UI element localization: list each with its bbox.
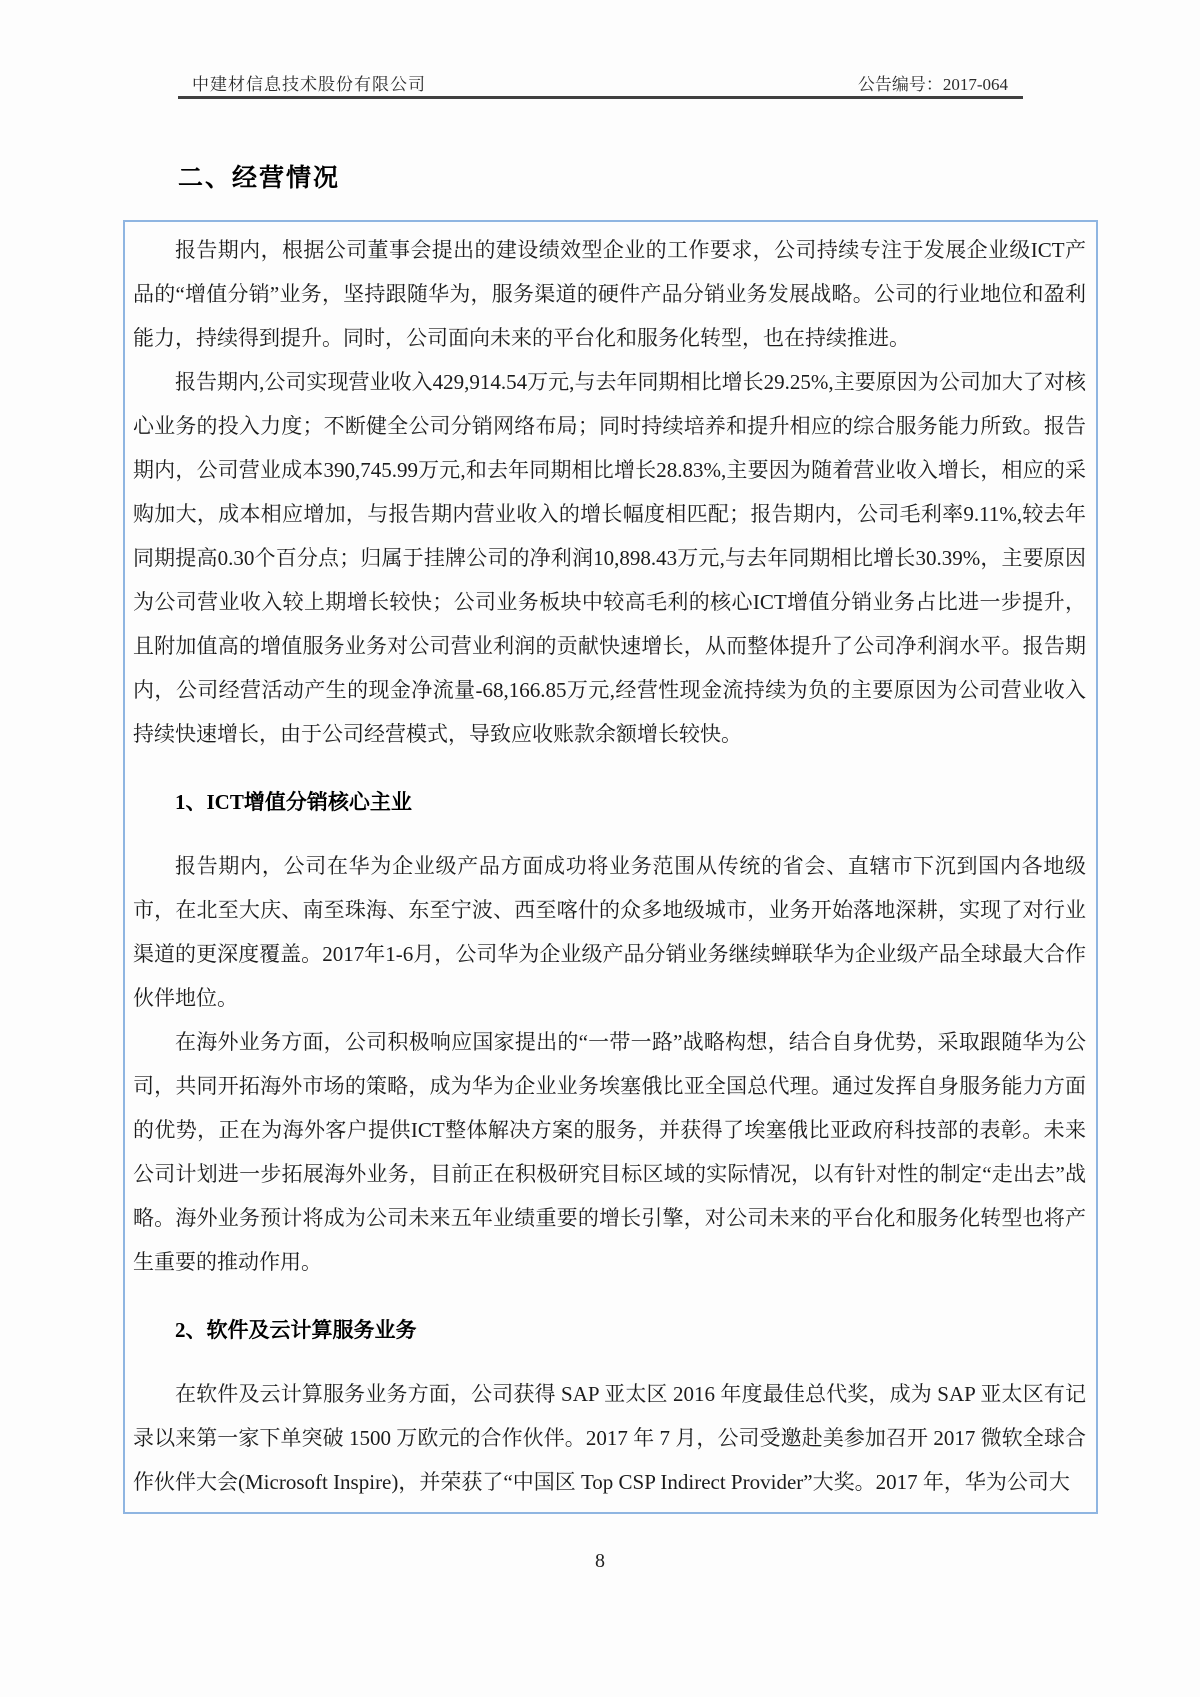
content-border-box	[123, 220, 1098, 1514]
subsection-heading-software-cloud: 2、软件及云计算服务业务	[175, 1318, 417, 1342]
body-paragraph-overview: 报告期内，根据公司董事会提出的建设绩效型企业的工作要求，公司持续专注于发展企业级ICT产品的“增值分销”业务，坚持跟随华为，服务渠道的硬件产品分销业务发展战略。公司的行业地位和盈利能力，持续得到提升。同时，公司面向未来的平台化和服务化转型，也在持续推进。	[133, 238, 1086, 350]
body-paragraph-financials: 报告期内,公司实现营业收入429,914.54万元,与去年同期相比增长29.25%,主要原因为公司加大了对核心业务的投入力度；不断健全公司分销网络布局；同时持续培养和提升相应的综合服务能力所致。报告期内，公司营业成本390,745.99万元,和去年同期相比增长28.83%,主要因为随着营业收入增长，相应的采购加大，成本相应增加，与报告期内营业收入的增长幅度相匹配；报告期内，公司毛利率9.11%,较去年同期提高0.30个百分点；归属于挂牌公司的净利润10,898.43万元,与去年同期相比增长30.39%，主要原因为公司营业收入较上期增长较快；公司业务板块中较高毛利的核心ICT增值分销业务占比进一步提升，且附加值高的增值服务业务对公司营业利润的贡献快速增长，从而整体提升了公司净利润水平。报告期内，公司经营活动产生的现金净流量-68,166.85万元,经营性现金流持续为负的主要原因为公司营业收入持续快速增长，由于公司经营模式，导致应收账款余额增长较快。	[133, 370, 1086, 746]
header-company-name: 中建材信息技术股份有限公司	[192, 75, 426, 94]
page-number: 8	[595, 1550, 605, 1572]
body-paragraph-domestic-expansion: 报告期内，公司在华为企业级产品方面成功将业务范围从传统的省会、直辖市下沉到国内各地级市，在北至大庆、南至珠海、东至宁波、西至喀什的众多地级城市，业务开始落地深耕，实现了对行业渠道的更深度覆盖。2017年1-6月，公司华为企业级产品分销业务继续蝉联华为企业级产品全球最大合作伙伴地位。	[133, 854, 1086, 1010]
section-title: 二、经营情况	[178, 164, 341, 192]
header-divider-rule	[178, 96, 1023, 99]
header-announcement-number: 公告编号：2017-064	[857, 75, 1008, 94]
body-paragraph-overseas-business: 在海外业务方面，公司积极响应国家提出的“一带一路”战略构想，结合自身优势，采取跟随华为公司，共同开拓海外市场的策略，成为华为企业业务埃塞俄比亚全国总代理。通过发挥自身服务能力方面的优势，正在为海外客户提供ICT整体解决方案的服务，并获得了埃塞俄比亚政府科技部的表彰。未来公司计划进一步拓展海外业务，目前正在积极研究目标区域的实际情况，以有针对性的制定“走出去”战略。海外业务预计将成为公司未来五年业绩重要的增长引擎，对公司未来的平台化和服务化转型也将产生重要的推动作用。	[133, 1030, 1086, 1274]
subsection-heading-ict-distribution: 1、ICT增值分销核心主业	[175, 790, 412, 814]
body-paragraph-software-cloud: 在软件及云计算服务业务方面，公司获得 SAP 亚太区 2016 年度最佳总代奖，成为 SAP 亚太区有记录以来第一家下单突破 1500 万欧元的合作伙伴。2017 年 7 月，公司受邀赴美参加召开 2017 微软全球合作伙伴大会(Microsoft Inspire)，并荣获了“中国区 Top CSP Indirect Provider”大奖。2017 年，华为公司大	[133, 1382, 1086, 1494]
